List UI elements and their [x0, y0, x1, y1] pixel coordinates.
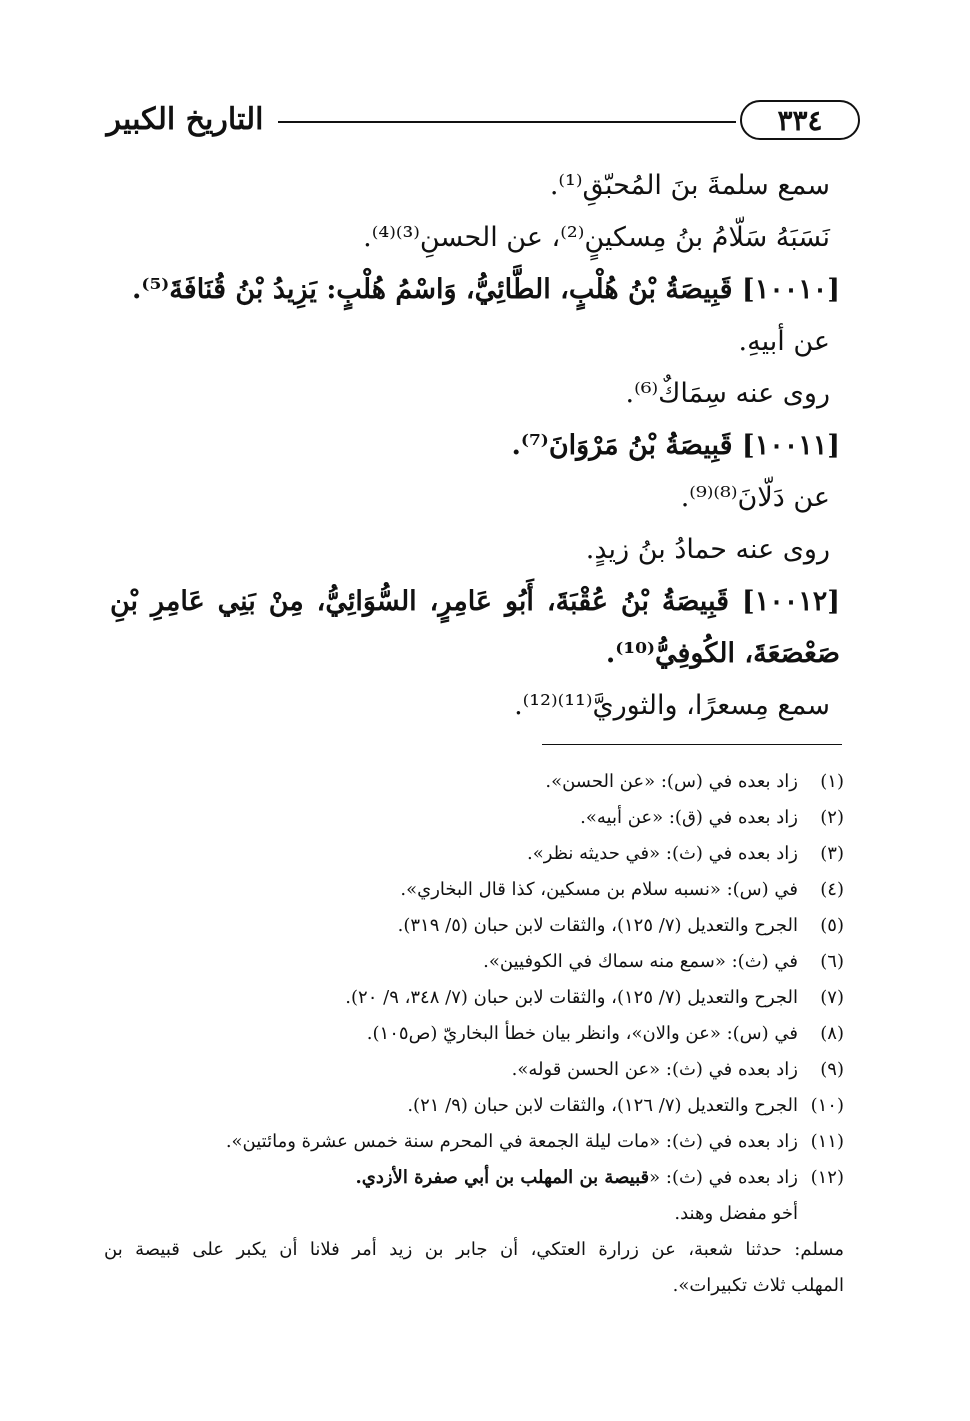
footnote-number: (٤)	[820, 879, 844, 900]
page-number-badge: ٣٣٤	[740, 100, 860, 140]
footnote	[104, 800, 844, 836]
footnote-number: (١)	[820, 771, 844, 792]
footnote-number: (١٢)	[810, 1167, 844, 1188]
footnote-text: الجرح والتعديل (٧/ ١٢٥)، والثقات لابن حبان (٥/ ٣١٩).	[397, 915, 798, 936]
footnote	[104, 944, 844, 980]
footnote-text: زاد بعده في (ث): «في حديثه نظر».	[526, 843, 798, 864]
text-line: روى عنه سِمَاكٌ⁽⁶⁾.	[625, 378, 830, 409]
footnote	[104, 1052, 844, 1088]
footnote-continuation: مسلم: حدثنا شعبة، عن زرارة العتكي، أن جابر بن زيد أمر فلانا أن يكبر على قبيصة بن	[104, 1239, 844, 1260]
text-line: روى عنه حمادُ بنُ زيدٍ.	[585, 534, 830, 565]
footnote-text: الجرح والتعديل (٧/ ١٢٦)، والثقات لابن حبان (٩/ ٢١).	[407, 1095, 798, 1116]
footnote-text: في (س): «نسبه سلام بن مسكين، كذا قال البخاري».	[400, 879, 798, 900]
footnote-continuation: أخو مفضل وهند.	[674, 1203, 798, 1224]
footnote-number: (٧)	[820, 987, 844, 1008]
footnote	[104, 764, 844, 800]
entry-heading: [١٠٠١٠] قَبِيصَةُ بْنُ هُلْبٍ، الطَّائِيُّ، وَاسْمُ هُلْبٍ: يَزِيدُ بْنُ قُنَافَةَ⁽⁵⁾.	[131, 274, 840, 305]
main-text	[110, 160, 840, 732]
footnote-text: في (س): «عن والان»، وانظر بيان خطأ البخاريّ (ص١٠٥).	[366, 1023, 798, 1044]
footnote-number: (٦)	[820, 951, 844, 972]
text-line: عن دَلّانَ⁽⁸⁾⁽⁹⁾.	[680, 482, 830, 513]
footnote	[104, 836, 844, 872]
footnote-text-lead: زاد بعده في (ث): «	[649, 1167, 798, 1188]
book-title: التاريخ الكبير	[106, 102, 264, 137]
footnote-number: (٣)	[820, 843, 844, 864]
entry-heading: [١٠٠١٢] قَبِيصَةُ بْنُ عُقْبَةَ، أَبُو عَامِرٍ، السُّوَائِيُّ، مِنْ بَنِي عَامِرِ بْنِ	[110, 586, 840, 617]
footnote-number: (٢)	[820, 807, 844, 828]
footnote	[104, 1160, 844, 1196]
entry-heading: [١٠٠١١] قَبِيصَةُ بْنُ مَرْوَانَ⁽⁷⁾.	[511, 430, 840, 461]
page-header	[100, 98, 860, 146]
footnote-continuation: المهلب ثلاث تكبيرات».	[672, 1275, 844, 1296]
footnote-text: زاد بعده في (ق): «عن أبيه».	[580, 807, 798, 828]
text-line: سمع سلمةَ بنَ المُحبّقِ⁽¹⁾.	[549, 170, 830, 201]
footnote-number: (٨)	[820, 1023, 844, 1044]
footnote-text	[104, 1160, 798, 1196]
entry-heading-cont: صَعْصَعَةَ، الكُوفِيُّ⁽¹⁰⁾.	[605, 638, 840, 669]
footnote-text: الجرح والتعديل (٧/ ١٢٥)، والثقات لابن حبان (٧/ ٣٤٨، ٩/ ٢٠).	[345, 987, 798, 1008]
text-line: نَسَبَهُ سَلّامُ بنُ مِسكينٍ⁽²⁾، عن الحسنِ⁽³⁾⁽⁴⁾.	[363, 222, 830, 253]
footnote	[104, 1016, 844, 1052]
footnote	[104, 908, 844, 944]
footnote-text: في (ث): «سمع منه سماك في الكوفيين».	[483, 951, 798, 972]
footnote-number: (١١)	[810, 1131, 844, 1152]
text-line: عن أبيهِ.	[738, 326, 830, 357]
footnote	[104, 980, 844, 1016]
footnote-text: زاد بعده في (س): «عن الحسن».	[545, 771, 798, 792]
footnote-text: زاد بعده في (ث): «عن الحسن قوله».	[511, 1059, 798, 1080]
footnote-text: زاد بعده في (ث): «مات ليلة الجمعة في المحرم سنة خمس عشرة ومائتين».	[225, 1131, 798, 1152]
footnote-separator	[542, 744, 842, 745]
text-line: سمع مِسعرًا، والثوريَّ⁽¹¹⁾⁽¹²⁾.	[514, 690, 830, 721]
footnote	[104, 872, 844, 908]
footnote-number: (٥)	[820, 915, 844, 936]
footnotes	[104, 764, 844, 1304]
footnote-text-bold: قبيصة بن المهلب بن أبي صفرة الأزدي.	[355, 1167, 650, 1188]
header-rule	[278, 121, 736, 123]
footnote	[104, 1124, 844, 1160]
footnote-number: (٩)	[820, 1059, 844, 1080]
footnote-number: (١٠)	[810, 1095, 844, 1116]
footnote	[104, 1088, 844, 1124]
